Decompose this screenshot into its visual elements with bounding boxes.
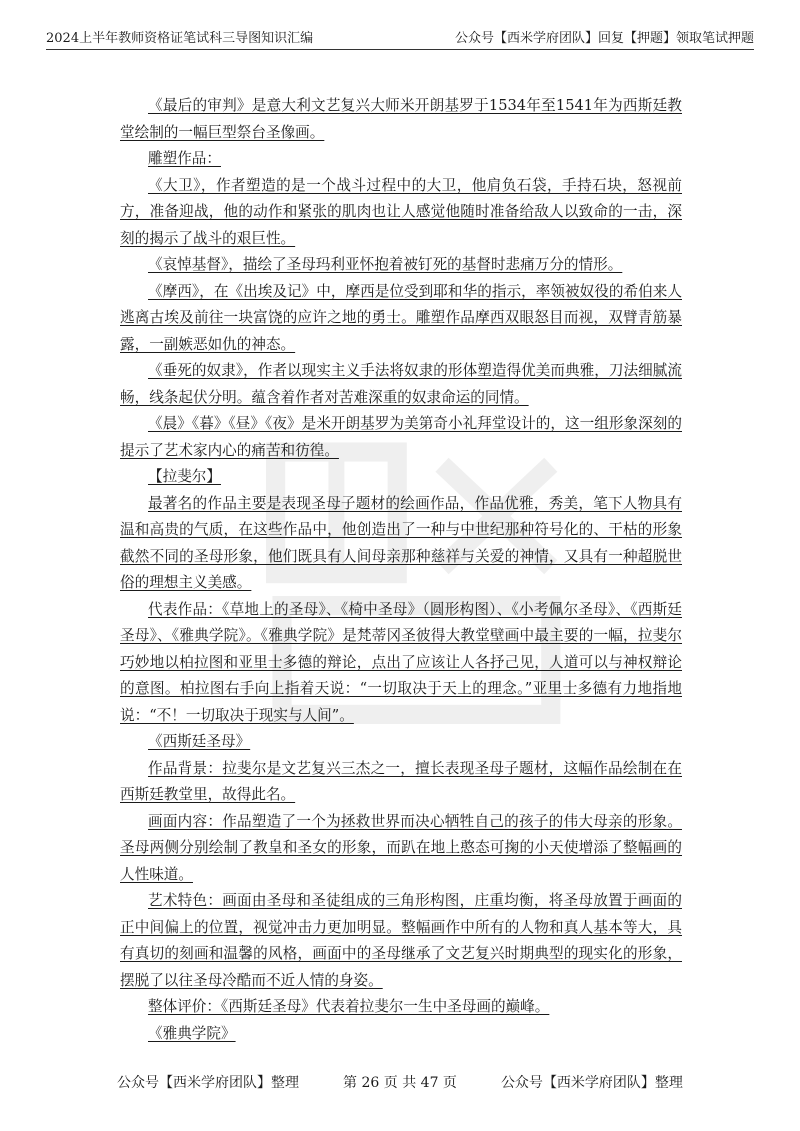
paragraph-last-judgment: 《最后的审判》是意大利文艺复兴大师米开朗基罗于1534年至1541年为西斯廷教堂绘制的一幅巨型祭台圣像画。 (120, 97, 682, 141)
heading-sculpture-works: 雕塑作品： (148, 150, 221, 167)
paragraph-sistine-background: 作品背景：拉斐尔是文艺复兴三杰之一，擅长表现圣母子题材，这幅作品绘制在在西斯廷教堂里，故得此名。 (120, 759, 682, 803)
document-body (120, 93, 682, 1047)
header-left-text: 2024上半年教师资格证笔试科三导图知识汇编 (46, 31, 314, 46)
page-header (46, 22, 754, 50)
paragraph-pieta: 《哀悼基督》，描绘了圣母玛利亚怀抱着被钉死的基督时悲痛万分的情形。 (148, 256, 623, 273)
header-right-text: 公众号【西米学府团队】回复【押题】领取笔试押题 (454, 31, 754, 46)
page-number: 第 26 页 共 47 页 (343, 1075, 457, 1091)
heading-school-of-athens: 《雅典学院》 (148, 1024, 236, 1042)
paragraph-david: 《大卫》，作者塑造的是一个战斗过程中的大卫，他肩负石袋，手持石块，怒视前方，准备迎战，他的动作和紧张的肌肉也让人感觉他随时准备给敌人以致命的一击，深刻的揭示了战斗的艰巨性。 (120, 176, 682, 247)
paragraph-moses: 《摩西》，在《出埃及记》中，摩西是位受到耶和华的指示，率领被奴役的希伯来人逃离古埃及前往一块富饶的应许之地的勇士。雕塑作品摩西双眼怒目而视，双臂青筋暴露，一副嫉恶如仇的神态。 (120, 282, 682, 353)
section-heading-raphael: 【拉斐尔】 (148, 468, 221, 485)
paragraph-raphael-intro: 最著名的作品主要是表现圣母子题材的绘画作品，作品优雅，秀美，笔下人物具有温和高贵的气质，在这些作品中，他创造出了一种与中世纪那种符号化的、干枯的形象截然不同的圣母形象，他们既具有人间母亲那种慈祥与关爱的神情，又具有一种超脱世俗的理想主义美感。 (120, 494, 682, 591)
paragraph-sistine-evaluation: 整体评价：《西斯廷圣母》代表着拉斐尔一生中圣母画的巅峰。 (148, 998, 550, 1015)
heading-sistine-madonna: 《西斯廷圣母》 (148, 733, 251, 750)
page-footer (0, 1072, 800, 1092)
paragraph-sistine-features: 艺术特色：画面由圣母和圣徒组成的三角形构图，庄重均衡，将圣母放置于画面的正中间偏上的位置，视觉冲击力更加明显。整幅画作中所有的人物和真人基本等大，具有真切的刻画和温馨的风格，画面中的圣母继承了文艺复兴时期典型的现实化的形象，摆脱了以往圣母冷酷而不近人情的身姿。 (120, 892, 682, 989)
footer-left-text: 公众号【西米学府团队】整理 (117, 1075, 300, 1091)
paragraph-sistine-content: 画面内容：作品塑造了一个为拯救世界而决心牺牲自己的孩子的伟大母亲的形象。圣母两侧分别绘制了教皇和圣女的形象，而趴在地上憨态可掬的小天使增添了整幅画的人性味道。 (120, 812, 682, 883)
footer-right-text: 公众号【西米学府团队】整理 (500, 1075, 683, 1091)
paragraph-dying-slave: 《垂死的奴隶》，作者以现实主义手法将奴隶的形体塑造得优美而典雅，刀法细腻流畅，线条起伏分明。蕴含着作者对苦难深重的奴隶命运的同情。 (120, 362, 682, 406)
paragraph-medici-sculptures: 《晨》《暮》《昼》《夜》是米开朗基罗为美第奇小礼拜堂设计的，这一组形象深刻的提示了艺术家内心的痛苦和彷徨。 (120, 415, 682, 459)
paragraph-raphael-works: 代表作品：《草地上的圣母》、《椅中圣母》（圆形构图）、《小考佩尔圣母》、《西斯廷圣母》、《雅典学院》。《雅典学院》是梵蒂冈圣彼得大教堂壁画中最主要的一幅，拉斐尔巧妙地以柏拉图和亚里士多德的辩论，点出了应该让人各抒己见，人道可以与神权辩论的意图。柏拉图右手向上指着天说：“一切取决于天上的理念。”亚里士多德有力地指地说：“不！一切取决于现实与人间”。 (120, 600, 682, 724)
